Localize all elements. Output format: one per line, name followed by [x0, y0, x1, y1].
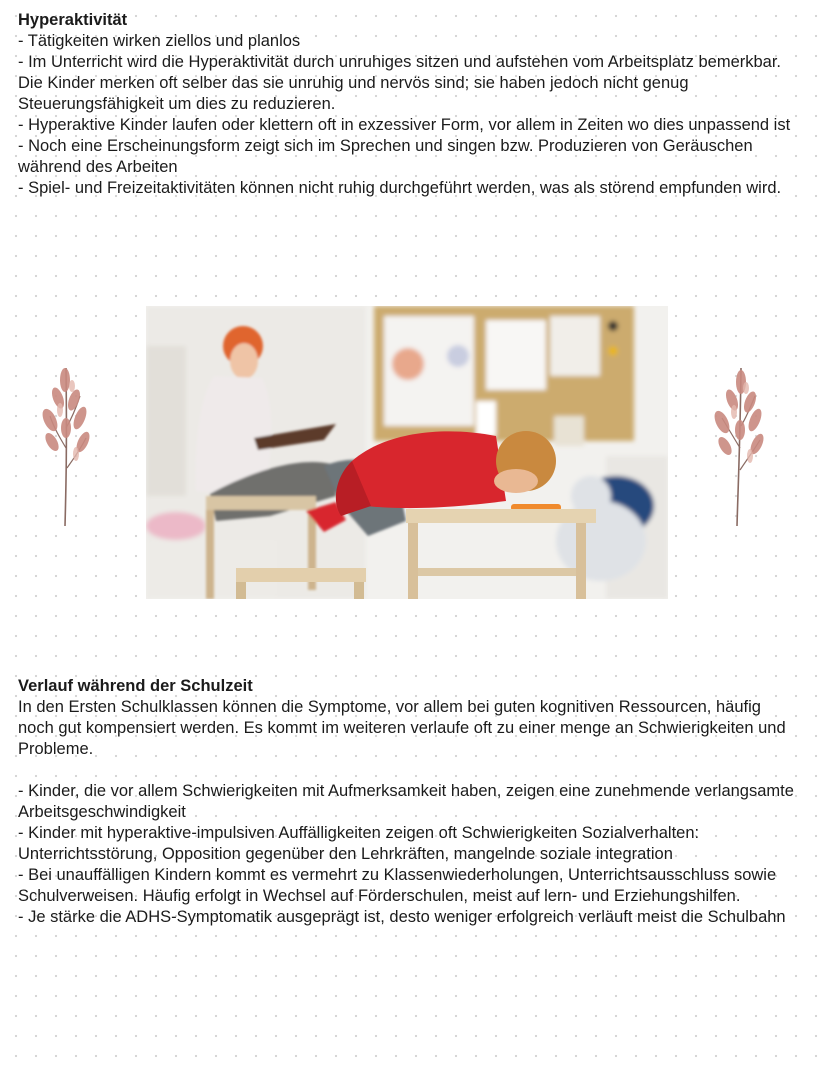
bullet-item: - Kinder mit hyperaktive-impulsiven Auffälligkeiten zeigen oft Schwierigkeiten Sozialverhalten: Unterrichtsstörung, Opposition gegenüber den Lehrkräften, mangelnde soziale integration: [18, 824, 700, 863]
bullet-item: - Spiel- und Freizeitaktivitäten können nicht ruhig durchgeführt werden, was als störend empfunden wird.: [18, 179, 782, 197]
paragraph-spacer: [18, 760, 798, 781]
section-heading: Verlauf während der Schulzeit: [18, 677, 253, 695]
decorative-branch-right: [710, 358, 768, 528]
section-heading: Hyperaktivität: [18, 11, 128, 29]
bullet-item: - Im Unterricht wird die Hyperaktivität durch unruhiges sitzen und aufstehen vom Arbeitsplatz bemerkbar. Die Kinder merken oft selber das sie unruhig und nervös sind; sie haben jedoch nicht genug Steuerungsfähigkeit um dies zu reduzieren.: [18, 53, 782, 113]
bullet-item: - Tätigkeiten wirken ziellos und planlos: [18, 32, 301, 50]
classroom-photo: [146, 306, 668, 599]
bullet-item: - Hyperaktive Kinder laufen oder klettern oft in exzessiver Form, vor allem in Zeiten wo dies unpassend ist: [18, 116, 791, 134]
bullet-item: - Noch eine Erscheinungsform zeigt sich im Sprechen und singen bzw. Produzieren von Geräuschen während des Arbeiten: [18, 137, 753, 176]
section-verlauf-schulzeit: [18, 676, 798, 928]
bullet-item: - Je stärke die ADHS-Symptomatik ausgeprägt ist, desto weniger erfolgreich verläuft meist die Schulbahn: [18, 908, 786, 926]
decorative-branch-left: [36, 358, 94, 528]
classroom-illustration: [146, 306, 668, 599]
bullet-item: - Kinder, die vor allem Schwierigkeiten mit Aufmerksamkeit haben, zeigen eine zunehmende verlangsamte Arbeitsgeschwindigkeit: [18, 782, 794, 821]
intro-paragraph: In den Ersten Schulklassen können die Symptome, vor allem bei guten kognitiven Ressourcen, häufig noch gut kompensiert werden. Es kommt im weiteren verlaufe oft zu einer menge an Schwierigkeiten und Probleme.: [18, 698, 786, 758]
bullet-item: - Bei unauffälligen Kindern kommt es vermehrt zu Klassenwiederholungen, Unterrichtsausschluss sowie Schulverweisen. Häufig erfolgt in Wechsel auf Förderschulen, meist auf lern- und Erziehungshilfen.: [18, 866, 777, 905]
section-hyperaktivitaet: [18, 10, 798, 199]
